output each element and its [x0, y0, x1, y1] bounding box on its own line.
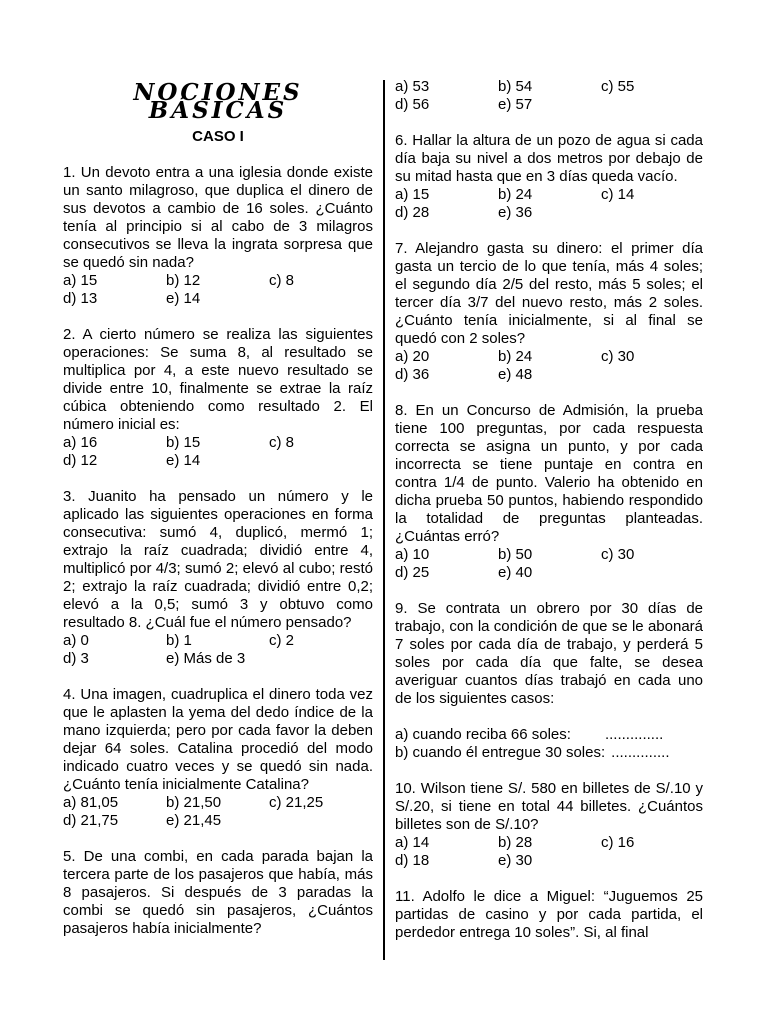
- sub-question-b: [395, 744, 703, 762]
- problem-text: 5. De una combi, en cada parada bajan la tercera parte de los pasajeros que había, más 8 pasajeros. Si después de 3 paradas la combi se quedó sin pasajeros, ¿Cuántos pasajeros había inicialmente?: [63, 848, 373, 937]
- problem-text: 4. Una imagen, cuadruplica el dinero toda vez que le aplasten la yema del dedo índice de la mano izquierda; pero por cada favor la deben dejar 64 soles. Catalina procedió del modo indicado cuatro veces y se quedó sin nada. ¿Cuánto tenía inicialmente Catalina?: [63, 686, 373, 793]
- problem-text: 8. En un Concurso de Admisión, la prueba tiene 100 preguntas, por cada respuesta correcta se asigna un punto, y por cada incorrecta se tiene puntaje en contra en contra 1/4 de punto. Valerio ha obtenido en dicha prueba 50 puntos, habiendo respondido la totalidad de preguntas planteadas. ¿Cuántas erró?: [395, 402, 703, 545]
- option-e: e) 40: [498, 564, 533, 581]
- answer-options: [395, 78, 703, 114]
- option-a: a) 16: [63, 434, 98, 451]
- answer-options: [63, 794, 373, 830]
- option-c: c) 21,25: [269, 794, 324, 811]
- option-c: c) 16: [601, 834, 635, 851]
- page-title: NOCIONES BÁSICAS: [133, 79, 303, 124]
- option-a: a) 10: [395, 546, 430, 563]
- right-column: [395, 78, 703, 960]
- answer-options: [63, 272, 373, 308]
- option-e: e) 48: [498, 366, 533, 383]
- option-b: b) 12: [166, 272, 201, 289]
- option-a: a) 81,05: [63, 794, 119, 811]
- answer-options: [63, 632, 373, 668]
- option-e: e) 14: [166, 290, 201, 307]
- option-e: e) 14: [166, 452, 201, 469]
- problem-3: [63, 488, 373, 668]
- section-heading: CASO I: [192, 128, 244, 145]
- problem-9: [395, 600, 703, 762]
- option-b: b) 54: [498, 78, 533, 95]
- problem-8: [395, 402, 703, 582]
- option-d: d) 18: [395, 852, 430, 869]
- option-b: b) 24: [498, 348, 533, 365]
- option-a: a) 0: [63, 632, 89, 649]
- option-a: a) 20: [395, 348, 430, 365]
- sub-question-a-label: a) cuando reciba 66 soles:: [395, 726, 571, 743]
- problem-2: [63, 326, 373, 470]
- answer-blank: ..............: [604, 726, 664, 743]
- problem-10: [395, 780, 703, 870]
- option-e: e) 21,45: [166, 812, 222, 829]
- problem-text: 11. Adolfo le dice a Miguel: “Juguemos 25 partidas de casino y por cada partida, el perdedor entrega 10 soles”. Si, al final: [395, 888, 703, 941]
- option-e: e) Más de 3: [166, 650, 246, 667]
- option-e: e) 36: [498, 204, 533, 221]
- column-divider: [383, 80, 385, 960]
- answer-blank: ..............: [611, 744, 670, 761]
- option-c: c) 8: [269, 272, 295, 289]
- sub-question-b-label: b) cuando él entregue 30 soles:: [395, 744, 606, 761]
- problem-text: 6. Hallar la altura de un pozo de agua si cada día baja su nivel a dos metros por debajo de su mitad hasta que en 3 días queda vacío.: [395, 132, 703, 185]
- option-a: a) 14: [395, 834, 430, 851]
- left-column: [63, 78, 373, 956]
- option-b: b) 50: [498, 546, 533, 563]
- problem-4: [63, 686, 373, 830]
- option-e: e) 30: [498, 852, 533, 869]
- answer-options: [63, 434, 373, 470]
- option-d: d) 56: [395, 96, 430, 113]
- option-a: a) 15: [395, 186, 430, 203]
- answer-options: [395, 186, 703, 222]
- option-d: d) 13: [63, 290, 98, 307]
- option-c: c) 8: [269, 434, 295, 451]
- problem-6: [395, 132, 703, 222]
- option-a: a) 15: [63, 272, 98, 289]
- option-d: d) 36: [395, 366, 430, 383]
- problem-5-options: [395, 78, 703, 114]
- answer-options: [395, 834, 703, 870]
- answer-options: [395, 546, 703, 582]
- problem-text: 9. Se contrata un obrero por 30 días de trabajo, con la condición de que se le abonará 7 soles por cada día de trabajo, y perderá 5 soles por cada día que falte, se desea averiguar cuantos días trabajó en cada uno de los siguientes casos:: [395, 600, 703, 707]
- problem-text: 2. A cierto número se realiza las siguientes operaciones: Se suma 8, al resultado se multiplica por 4, a este nuevo resultado se divide entre 10, finalmente se extrae la raíz cúbica obteniendo como resultado 2. El número inicial es:: [63, 326, 373, 433]
- option-a: a) 53: [395, 78, 430, 95]
- option-c: c) 2: [269, 632, 295, 649]
- option-c: c) 14: [601, 186, 635, 203]
- problem-7: [395, 240, 703, 384]
- answer-options: [395, 348, 703, 384]
- problem-11: [395, 888, 703, 942]
- problem-text: 10. Wilson tiene S/. 580 en billetes de S/.10 y S/.20, si tiene en total 44 billetes. ¿Cuántos billetes son de S/.10?: [395, 780, 703, 833]
- option-d: d) 28: [395, 204, 430, 221]
- option-e: e) 57: [498, 96, 533, 113]
- problem-text: 1. Un devoto entra a una iglesia donde existe un santo milagroso, que duplica el dinero de sus devotos a cambio de 16 soles. ¿Cuánto tenía al principio si al cabo de 3 milagros consecutivos se lleva la ingrata sorpresa que se quedó sin nada?: [63, 164, 373, 271]
- option-d: d) 25: [395, 564, 430, 581]
- problem-1: [63, 164, 373, 308]
- option-b: b) 28: [498, 834, 533, 851]
- option-b: b) 24: [498, 186, 533, 203]
- option-b: b) 1: [166, 632, 192, 649]
- option-c: c) 55: [601, 78, 635, 95]
- option-b: b) 15: [166, 434, 201, 451]
- option-d: d) 12: [63, 452, 98, 469]
- problem-text: 3. Juanito ha pensado un número y le aplicado las siguientes operaciones en forma consecutiva: sumó 4, duplicó, mermó 1; extrajo la raíz cuadrada; dividió entre 4, multiplicó por 4/3; sumó 2; elevó al cubo; restó 2; extrajo la raíz cuadrada; dividió entre 0,2; elevó a la 0,5; sumó 3 y obtuvo como resultado 8. ¿Cuál fue el número pensado?: [63, 488, 373, 631]
- option-d: d) 21,75: [63, 812, 119, 829]
- option-c: c) 30: [601, 546, 635, 563]
- option-c: c) 30: [601, 348, 635, 365]
- option-d: d) 3: [63, 650, 89, 667]
- problem-5: [63, 848, 373, 938]
- problem-text: 7. Alejandro gasta su dinero: el primer día gasta un tercio de lo que tenía, más 4 soles; el segundo día 2/5 del resto, más 5 soles; el tercer día 3/7 del nuevo resto, más 2 soles. ¿Cuánto tenía inicialmente, si al final se quedó con 2 soles?: [395, 240, 703, 347]
- option-b: b) 21,50: [166, 794, 222, 811]
- sub-question-a: [395, 726, 703, 744]
